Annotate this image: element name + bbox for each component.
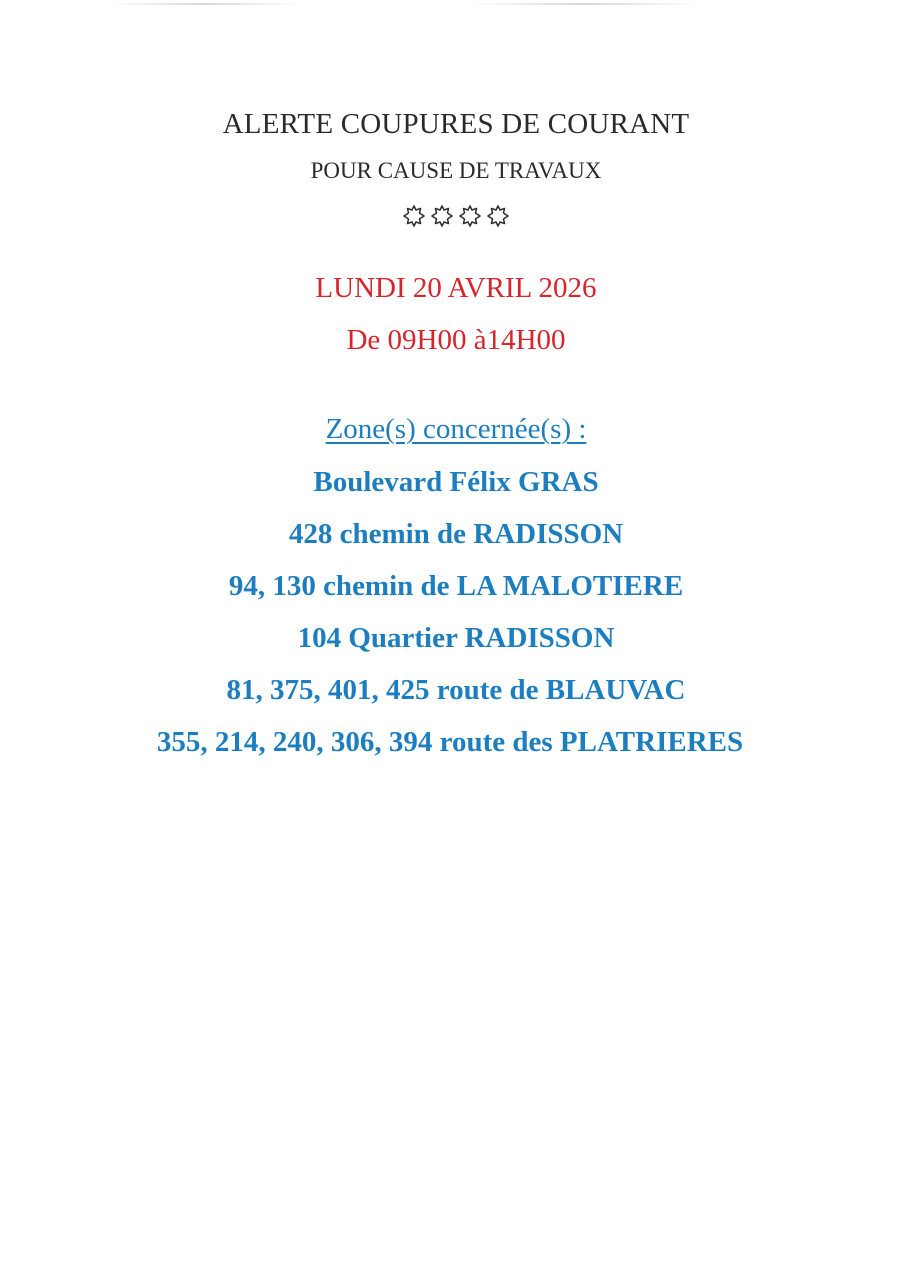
zone-item: 94, 130 chemin de LA MALOTIERE bbox=[228, 570, 684, 602]
scan-edge bbox=[110, 3, 300, 5]
outage-date: LUNDI 20 AVRIL 2026 bbox=[315, 272, 597, 304]
gear-star-icon bbox=[458, 204, 482, 234]
gear-star-icon bbox=[486, 204, 510, 234]
gear-star-icon bbox=[402, 204, 426, 234]
zones-heading bbox=[6, 413, 900, 446]
zone-item: Boulevard Félix GRAS bbox=[313, 466, 599, 498]
notice-subtitle: POUR CAUSE DE TRAVAUX bbox=[310, 158, 602, 183]
scan-edge bbox=[470, 3, 700, 5]
ornament-row bbox=[6, 204, 900, 234]
zone-item: 81, 375, 401, 425 route de BLAUVAC bbox=[226, 674, 686, 706]
zone-item: 428 chemin de RADISSON bbox=[288, 518, 624, 550]
zone-item: 104 Quartier RADISSON bbox=[297, 622, 615, 654]
gear-star-icon bbox=[430, 204, 454, 234]
zone-item: 355, 214, 240, 306, 394 route des PLATRIERES bbox=[156, 726, 744, 758]
notice-title: ALERTE COUPURES DE COURANT bbox=[222, 108, 690, 140]
outage-time: De 09H00 à14H00 bbox=[346, 324, 566, 356]
zones-heading-text: Zone(s) concernée(s) : bbox=[325, 413, 587, 445]
